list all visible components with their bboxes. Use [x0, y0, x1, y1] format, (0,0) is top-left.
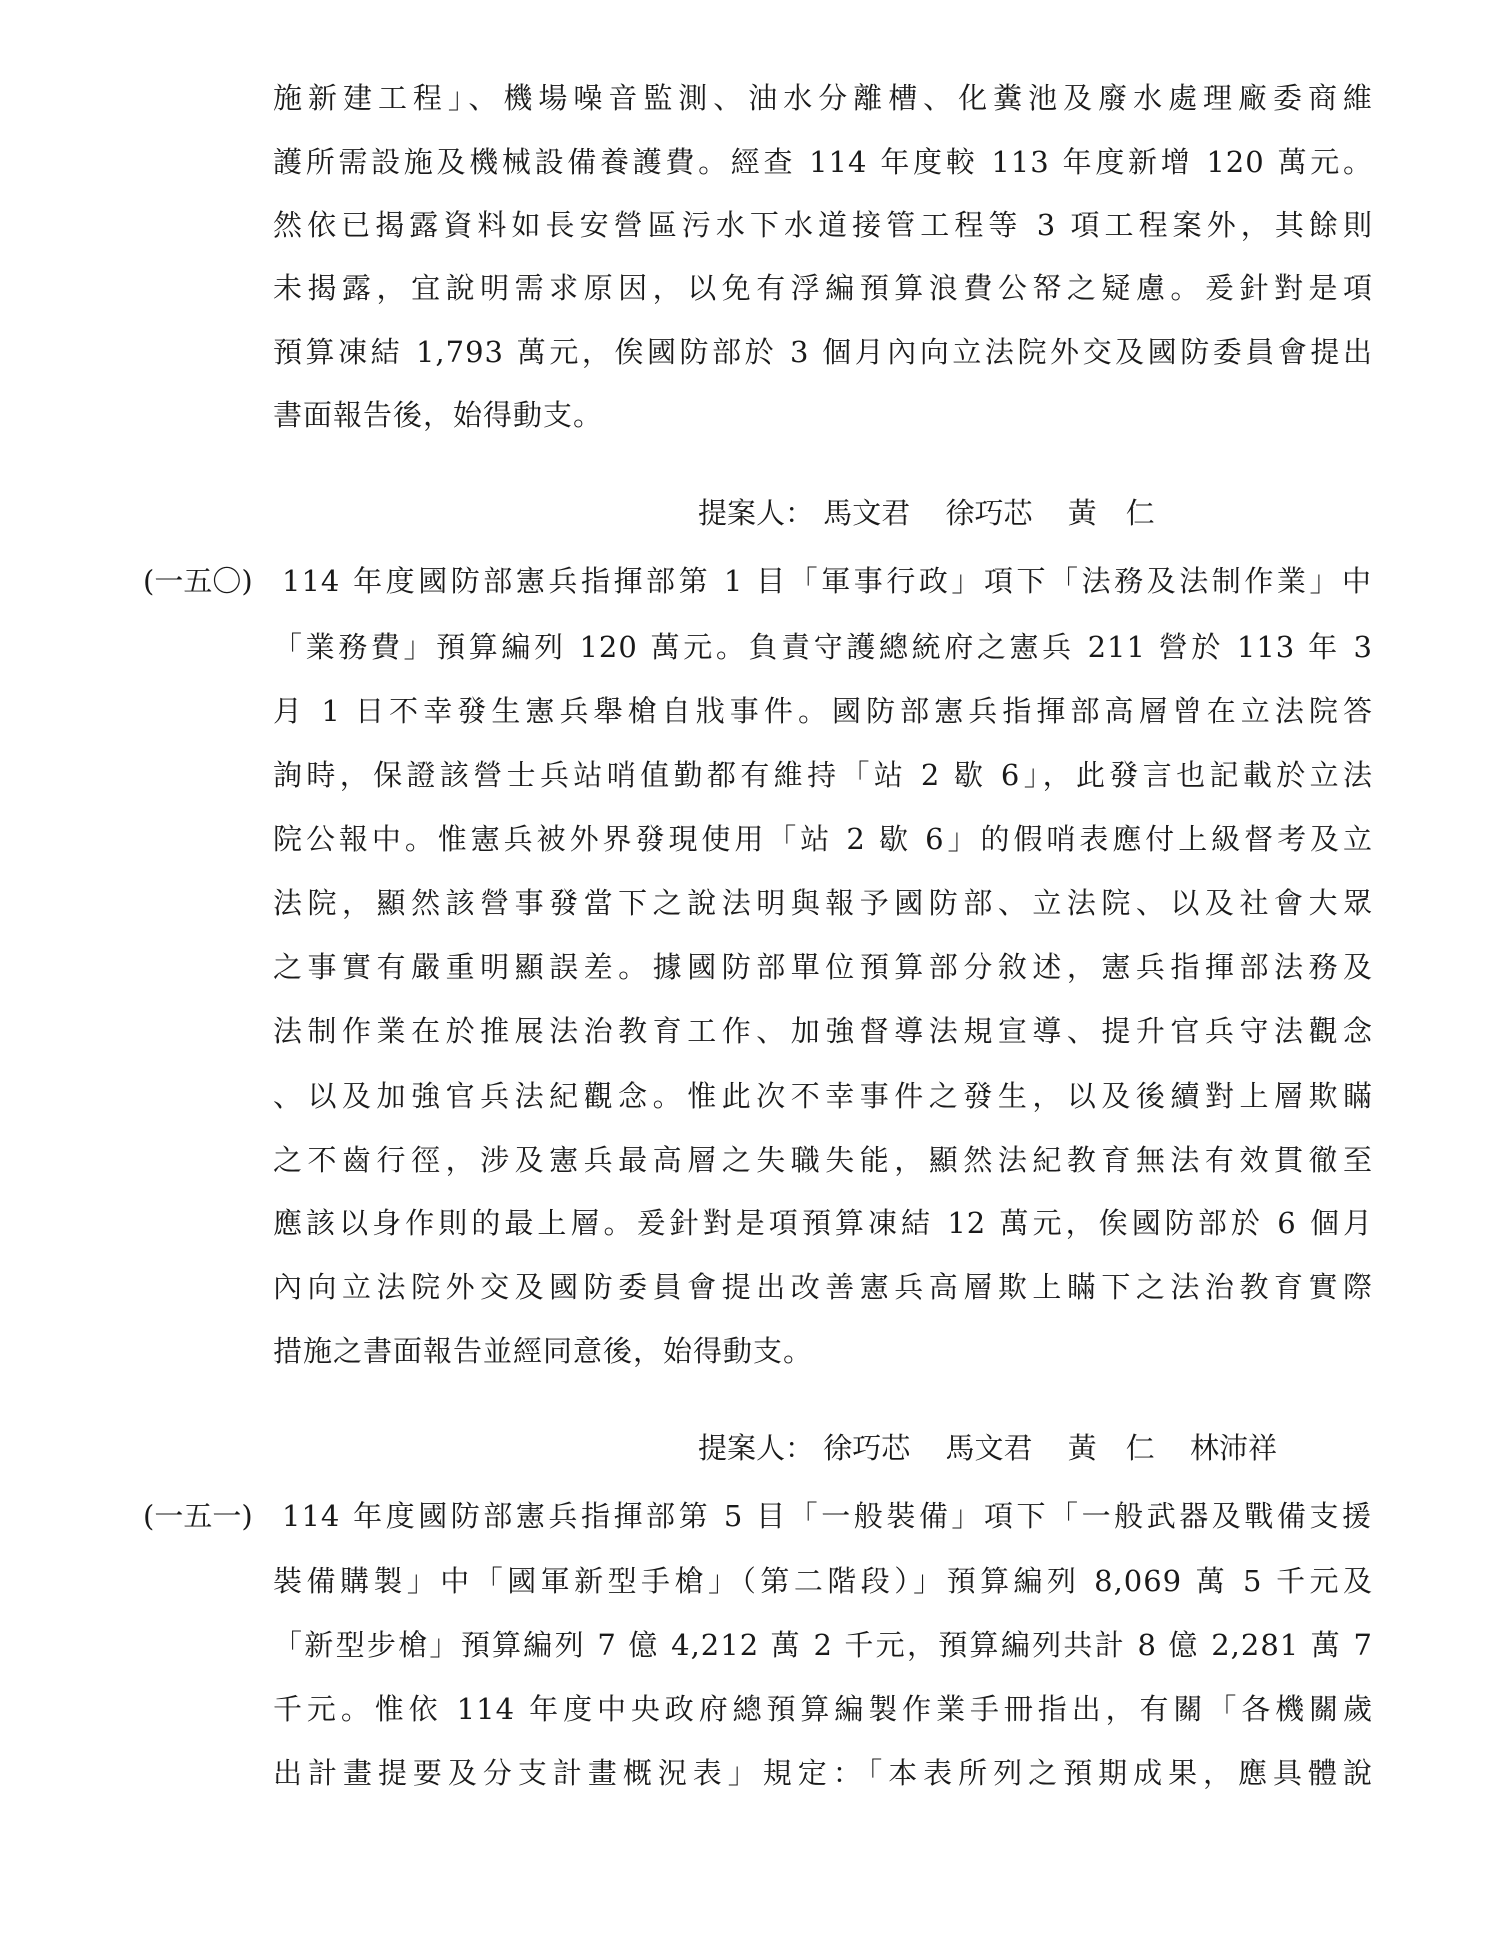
text-line: 「業務費」預算編列 120 萬元。負責守護總統府之憲兵 211 營於 113 年 3 [273, 630, 1373, 664]
item-number: (一五〇) [143, 564, 253, 598]
text-line: 之不齒行徑，涉及憲兵最高層之失職失能，顯然法紀教育無法有效貫徹至 [273, 1143, 1373, 1177]
text-line: 114 年度國防部憲兵指揮部第 5 目「一般裝備」項下「一般武器及戰備支援 [282, 1499, 1372, 1533]
text-line: 、以及加強官兵法紀觀念。惟此次不幸事件之發生，以及後續對上層欺瞞 [273, 1079, 1373, 1113]
proposer-name: 馬文君 [945, 1431, 1033, 1465]
text-line: 出計畫提要及分支計畫概況表」規定：「本表所列之預期成果，應具體說 [273, 1756, 1373, 1790]
text-line: 應該以身作則的最上層。爰針對是項預算凍結 12 萬元，俟國防部於 6 個月 [273, 1206, 1373, 1240]
text-line: 院公報中。惟憲兵被外界發現使用「站 2 歇 6」的假哨表應付上級督考及立 [273, 822, 1373, 856]
proposer-label: 提案人： [698, 496, 815, 530]
text-line: 詢時，保證該營士兵站哨值勤都有維持「站 2 歇 6」，此發言也記載於立法 [273, 758, 1373, 792]
proposer-line [698, 1428, 1303, 1468]
text-line: 「新型步槍」預算編列 7 億 4,212 萬 2 千元，預算編列共計 8 億 2,281 萬 7 [273, 1628, 1373, 1662]
text-line: 預算凍結 1,793 萬元，俟國防部於 3 個月內向立法院外交及國防委員會提出 [273, 335, 1373, 369]
proposer-line [698, 493, 1181, 533]
text-line: 然依已揭露資料如長安營區污水下水道接管工程等 3 項工程案外，其餘則 [273, 208, 1373, 242]
text-line: 法制作業在於推展法治教育工作、加強督導法規宣導、提升官兵守法觀念 [273, 1014, 1373, 1048]
proposer-name: 馬文君 [823, 496, 911, 530]
proposer-name: 黃 仁 [1067, 496, 1155, 530]
text-line: 措施之書面報告並經同意後，始得動支。 [273, 1334, 814, 1368]
text-line: 之事實有嚴重明顯誤差。據國防部單位預算部分敘述，憲兵指揮部法務及 [273, 950, 1373, 984]
proposer-label: 提案人： [698, 1431, 815, 1465]
text-line: 法院，顯然該營事發當下之說法明與報予國防部、立法院、以及社會大眾 [273, 886, 1373, 920]
text-line: 書面報告後，始得動支。 [273, 398, 604, 432]
item-number: (一五一) [143, 1499, 253, 1533]
proposer-name: 徐巧芯 [823, 1431, 911, 1465]
proposer-name: 林沛祥 [1189, 1431, 1277, 1465]
text-line: 114 年度國防部憲兵指揮部第 1 目「軍事行政」項下「法務及法制作業」中 [282, 564, 1372, 598]
proposer-name: 徐巧芯 [945, 496, 1033, 530]
text-line: 未揭露，宜說明需求原因，以免有浮編預算浪費公帑之疑慮。爰針對是項 [273, 271, 1373, 305]
text-line: 千元。惟依 114 年度中央政府總預算編製作業手冊指出，有關「各機關歲 [273, 1692, 1373, 1726]
text-line: 護所需設施及機械設備養護費。經查 114 年度較 113 年度新增 120 萬元。 [273, 145, 1373, 179]
text-line: 內向立法院外交及國防委員會提出改善憲兵高層欺上瞞下之法治教育實際 [273, 1270, 1373, 1304]
text-line: 裝備購製」中「國軍新型手槍」（第二階段）」預算編列 8,069 萬 5 千元及 [273, 1564, 1373, 1598]
text-line: 月 1 日不幸發生憲兵舉槍自戕事件。國防部憲兵指揮部高層曾在立法院答 [273, 694, 1373, 728]
text-line: 施新建工程」、機場噪音監測、油水分離槽、化糞池及廢水處理廠委商維 [273, 81, 1373, 115]
proposer-name: 黃 仁 [1067, 1431, 1155, 1465]
